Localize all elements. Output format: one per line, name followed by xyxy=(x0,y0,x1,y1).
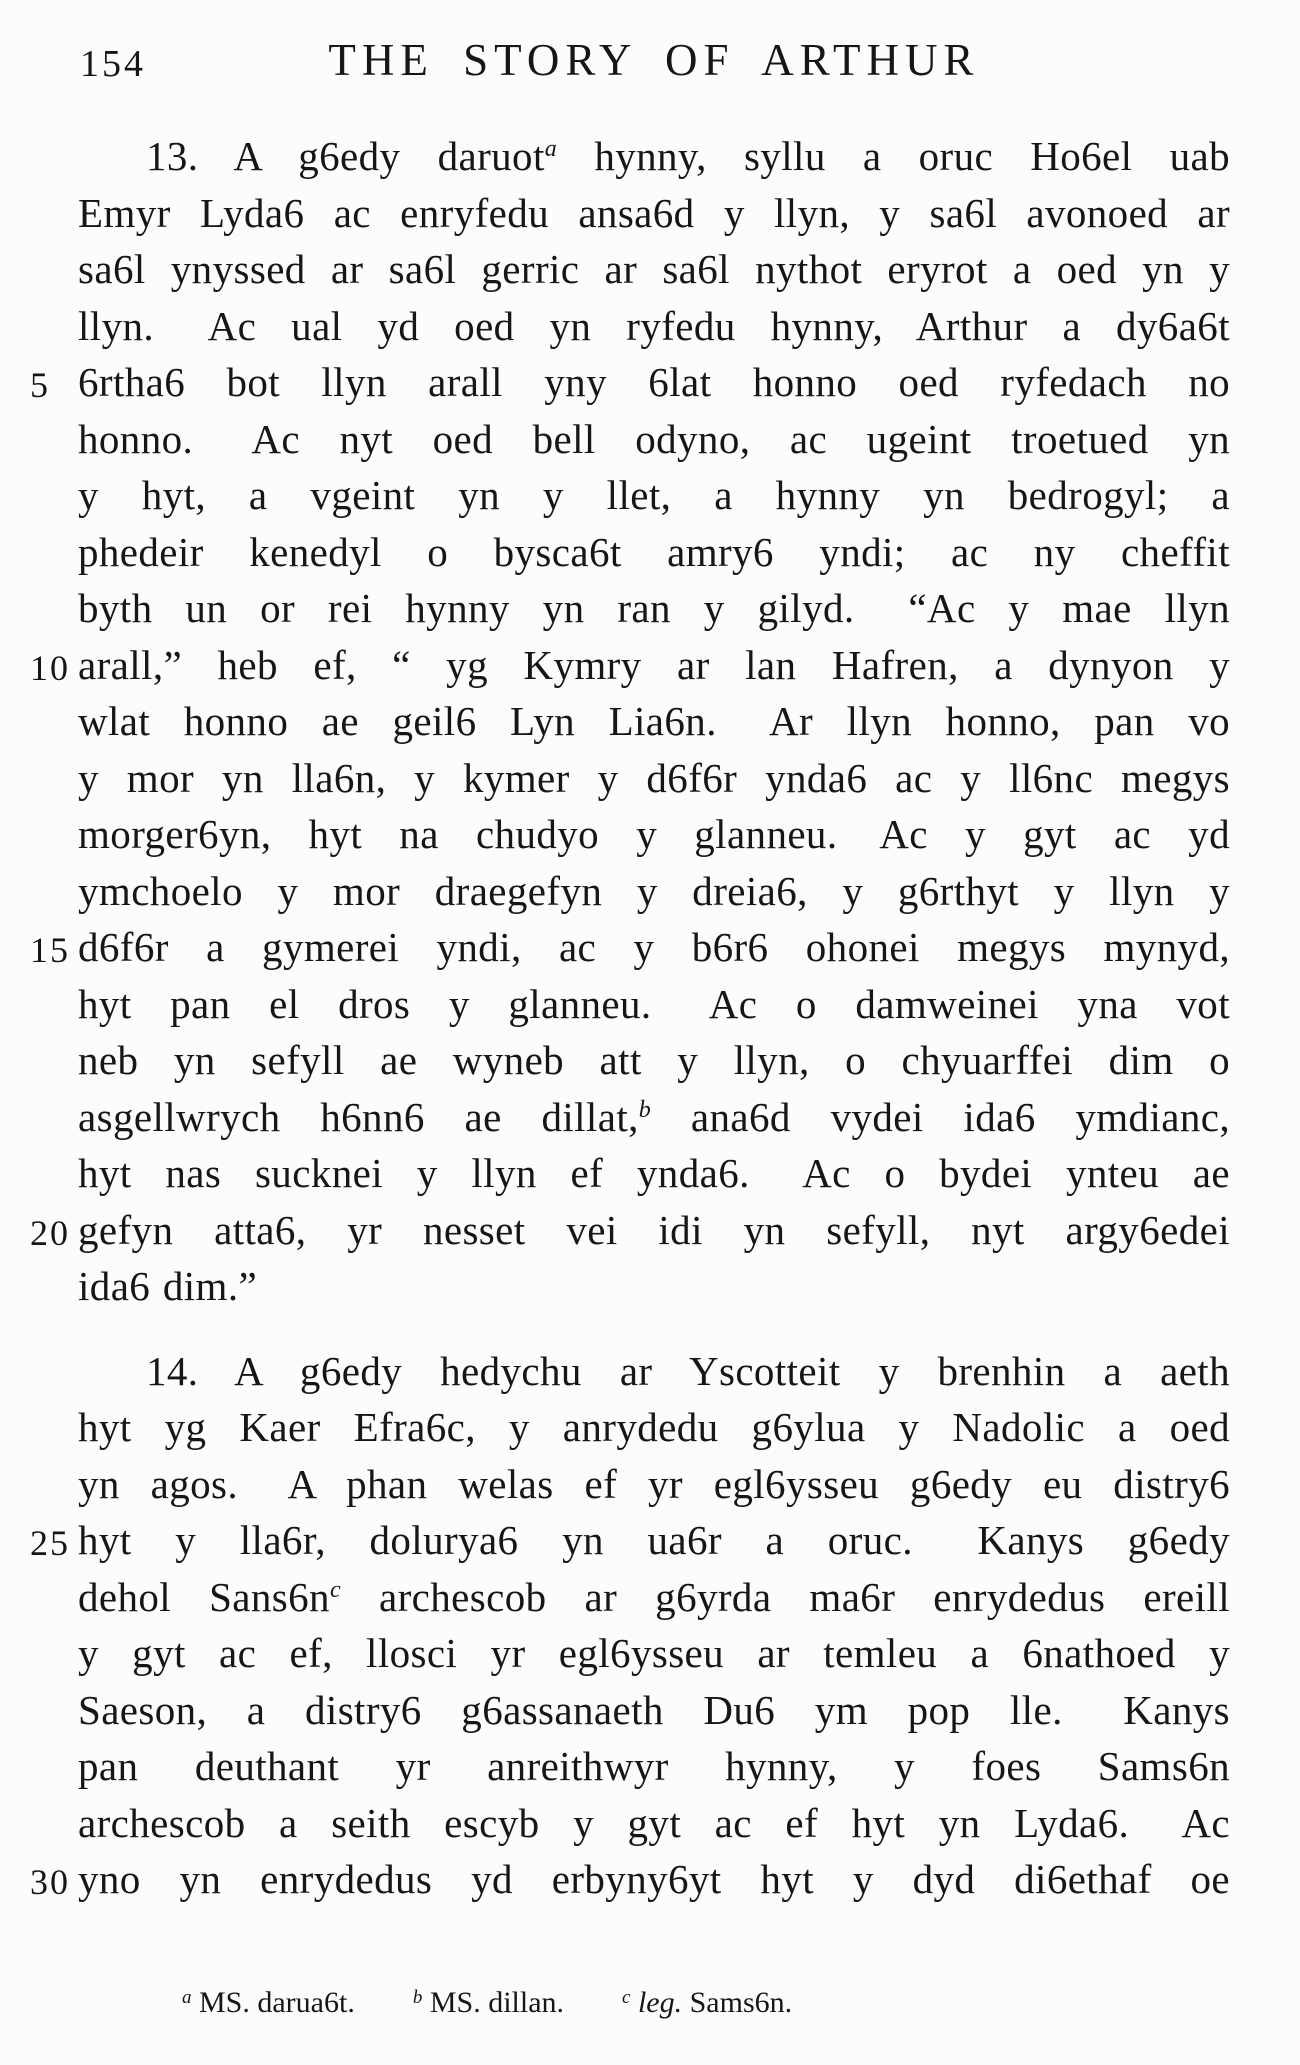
text-line: wlat honno ae geil6 Lyn Lia6n. Ar llyn honno, pan vo xyxy=(78,698,1230,744)
text-line: honno. Ac nyt oed bell odyno, ac ugeint troetued yn xyxy=(78,415,1230,462)
text-line: hyt yg Kaer Efra6c, y anrydedu g6ylua y Nadolic a oed xyxy=(78,1404,1230,1450)
text-line: 10 arall,” heb ef, “ yg Kymry ar lan Hafren, a dynyon y xyxy=(78,637,1230,694)
footnote-marker: b xyxy=(412,1987,423,2008)
text-line: 5 6rtha6 bot llyn arall yny 6lat honno oed ryfedach no xyxy=(78,354,1230,411)
italic-text: leg. xyxy=(637,1986,683,2019)
text-block xyxy=(30,128,1230,1908)
text-line: hyt nas sucknei y llyn ef ynda6. Ac o bydei ynteu ae xyxy=(78,1150,1230,1196)
text-line: neb yn sefyll ae wyneb att y llyn, o chyuarffei dim o xyxy=(78,1037,1230,1083)
text-line: ymchoelo y mor draegefyn y dreia6, y g6rthyt y llyn y xyxy=(78,867,1230,914)
footnote-marker: a xyxy=(182,1987,192,2008)
paragraph xyxy=(30,1343,1230,1908)
text-line: y mor yn lla6n, y kymer y d6f6r ynda6 ac y ll6nc megys xyxy=(78,754,1230,801)
text-line: hyt pan el dros y glanneu. Ac o damweinei yna vot xyxy=(78,980,1230,1027)
paragraph xyxy=(30,128,1230,1315)
text-line: archescob a seith escyb y gyt ac ef hyt yn Lyda6. Ac xyxy=(78,1799,1230,1846)
text-line: pan deuthant yr anreithwyr hynny, y foes Sams6n xyxy=(78,1743,1230,1789)
margin-line-number: 25 xyxy=(30,1523,70,1563)
text-line: 15 d6f6r a gymerei yndi, ac y b6r6 ohonei megys mynyd, xyxy=(78,919,1230,976)
text-line: morger6yn, hyt na chudyo y glanneu. Ac y gyt ac yd xyxy=(78,811,1230,857)
footnotes xyxy=(78,1983,1230,2023)
text-line: 20 gefyn atta6, yr nesset vei idi yn sefyll, nyt argy6edei xyxy=(78,1202,1230,1259)
page-title: THE STORY OF ARTHUR xyxy=(328,35,980,85)
text-line: asgellwrych h6nn6 ae dillat,$^b$ ana6d vydei ida6 ymdianc, xyxy=(78,1093,1230,1140)
text-line: 14. A g6edy hedychu ar Yscotteit y brenhin a aeth xyxy=(146,1347,1230,1394)
text-line: 25 hyt y lla6r, dolurya6 yn ua6r a oruc. Kanys g6edy xyxy=(78,1512,1230,1569)
text-line: sa6l ynyssed ar sa6l gerric ar sa6l nythot eryrot a oed yn y xyxy=(78,246,1230,292)
footnote: $^b$ MS. dillan. xyxy=(412,1986,565,2019)
text-line: llyn. Ac ual yd oed yn ryfedu hynny, Arthur a dy6a6t xyxy=(78,302,1230,349)
page-number: 154 xyxy=(80,43,146,85)
text-line: yn agos. A phan welas ef yr egl6ysseu g6edy eu distry6 xyxy=(78,1460,1230,1507)
text-line: dehol Sans6n$^c$ archescob ar g6yrda ma6r enrydedus ereill xyxy=(78,1573,1230,1620)
text-line: y hyt, a vgeint yn y llet, a hynny yn bedrogyl; a xyxy=(78,472,1230,518)
footnote-marker: b xyxy=(638,1096,652,1123)
margin-line-number: 30 xyxy=(30,1862,70,1902)
text-line: 13. A g6edy daruot$^a$ hynny, syllu a oruc Ho6el uab xyxy=(146,133,1230,179)
footnote-marker: a xyxy=(544,136,558,162)
margin-line-number: 20 xyxy=(30,1212,70,1253)
margin-line-number: 15 xyxy=(30,930,70,970)
text-line: Saeson, a distry6 g6assanaeth Du6 ym pop lle. Kanys xyxy=(78,1686,1230,1733)
footnote-marker: c xyxy=(622,1987,631,2008)
text-line: 30 yno yn enrydedus yd erbyny6yt hyt y dyd di6ethaf oe xyxy=(78,1851,1230,1908)
text-line: byth un or rei hynny yn ran y gilyd. “Ac y mae llyn xyxy=(78,585,1230,631)
footnote-marker: c xyxy=(329,1576,342,1603)
footnote: $^c$ leg. Sams6n. xyxy=(622,1986,793,2019)
footnote: $^a$ MS. darua6t. xyxy=(182,1986,355,2019)
text-line: phedeir kenedyl o bysca6t amry6 yndi; ac ny cheffit xyxy=(78,528,1230,575)
text-line: y gyt ac ef, llosci yr egl6ysseu ar temleu a 6nathoed y xyxy=(78,1630,1230,1676)
margin-line-number: 10 xyxy=(30,647,70,688)
text-line: ida6 dim.” xyxy=(78,1263,258,1309)
text-line: Emyr Lyda6 ac enryfedu ansa6d y llyn, y sa6l avonoed ar xyxy=(78,189,1230,236)
margin-line-number: 5 xyxy=(30,365,50,405)
